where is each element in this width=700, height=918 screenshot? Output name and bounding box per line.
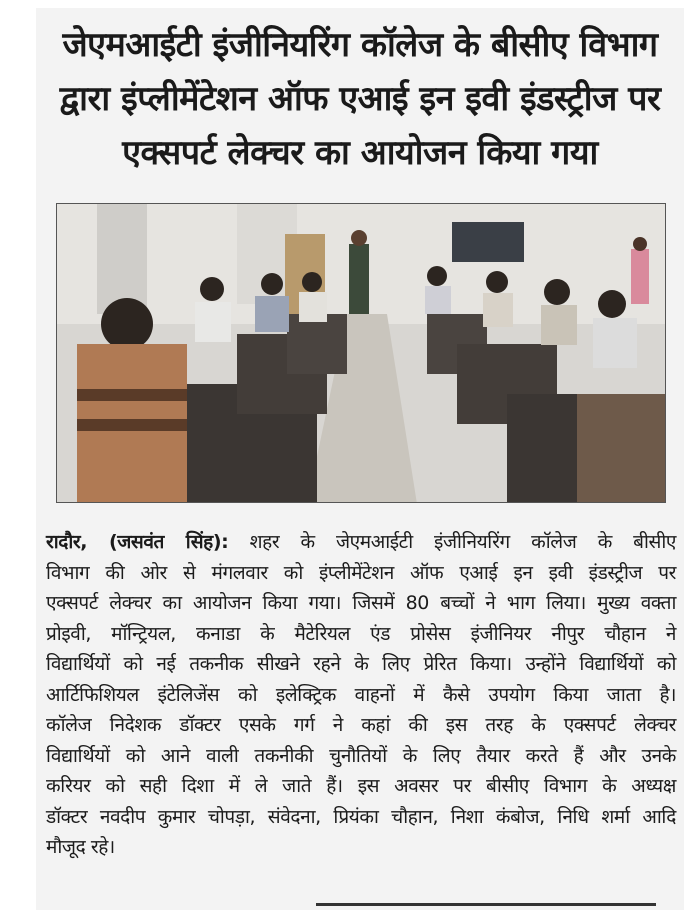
article-body [46,527,676,863]
dateline: रादौर, (जसवंत सिंह): [46,531,229,553]
classroom-illustration [57,204,666,503]
body-line: विद्यार्थियों को आने वाली तकनीकी चुनौतियों के लिए तैयार करते हैं और उनके [46,744,676,767]
headline-line-3: एक्सपर्ट लेक्चर का आयोजन किया गया [122,133,598,173]
body-line: डॉक्टर नवदीप कुमार चोपड़ा, संवेदना, प्रियंका चौहान, निशा कंबोज, निधि शर्मा आदि [46,805,676,828]
headline-line-2: द्वारा इंप्लीमेंटेशन ऑफ एआई इन इवी इंडस्ट्रीज पर [59,79,661,119]
body-line: विभाग की ओर से मंगलवार को इंप्लीमेंटेशन ऑफ एआई इन इवी इंडस्ट्रीज पर [46,561,676,584]
body-line: कॉलेज निदेशक डॉक्टर एसके गर्ग ने कहां की इस तरह के एक्सपर्ट लेक्चर [46,714,676,736]
body-line: आर्टिफिशियल इंटेलिजेंस को इलेक्ट्रिक वाहनों में कैसे उपयोग किया जाता है। [46,683,676,706]
newspaper-clipping [36,8,684,910]
body-line: करियर को सही दिशा में ले जाते हैं। इस अवसर पर बीसीए विभाग के अध्यक्ष [46,775,676,797]
lecture-photo [56,203,666,503]
body-line: रादौर, (जसवंत सिंह): शहर के जेएमआईटी इंजीनियरिंग कॉलेज के बीसीए [46,531,676,553]
body-line: विद्यार्थियों को नई तकनीक सीखने रहने के लिए प्रेरित किया। उन्होंने विद्यार्थियों को [46,653,676,675]
body-line: प्रोइवी, मॉन्ट्रियल, कनाडा के मैटेरियल एंड प्रोसेस इंजीनियर नीपुर चौहान ने [46,622,676,645]
headline-line-1: जेएमआईटी इंजीनियरिंग कॉलेज के बीसीए विभाग [62,25,658,65]
next-article-cutoff [316,903,656,910]
body-line: एक्सपर्ट लेक्चर का आयोजन किया गया। जिसमें 80 बच्चों ने भाग लिया। मुख्य वक्ता [46,592,676,614]
body-line: मौजूद रहे। [46,836,115,858]
headline [36,8,684,180]
